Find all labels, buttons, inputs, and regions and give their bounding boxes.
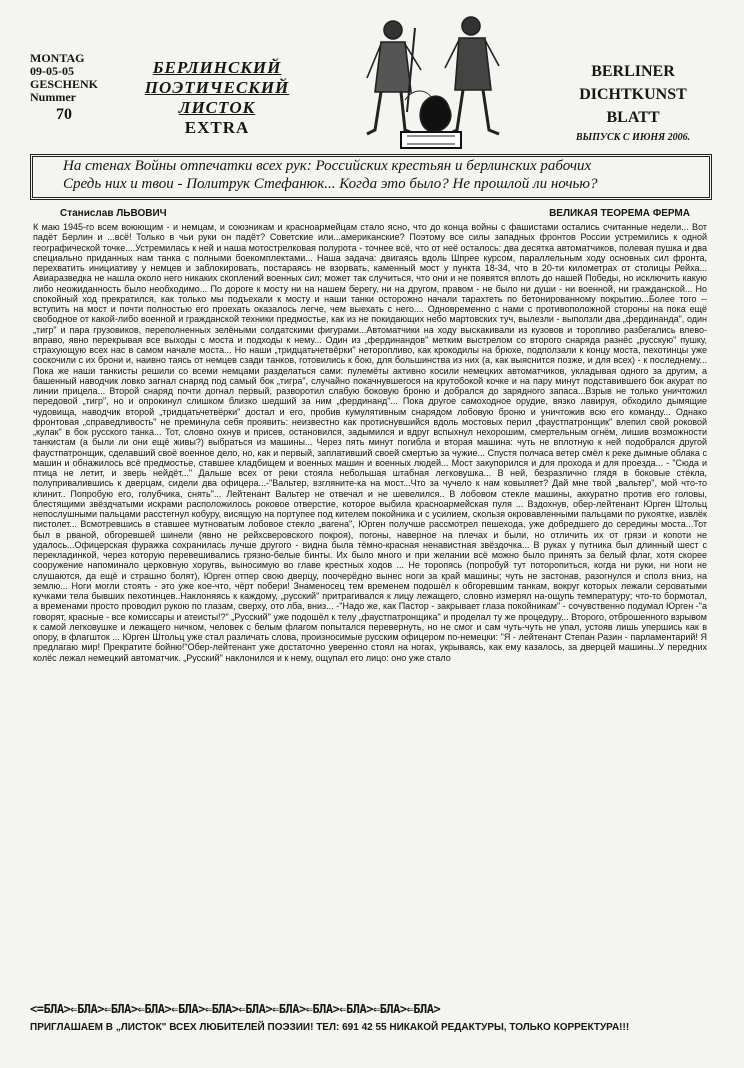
epigraph-banner (30, 154, 712, 200)
article-body (33, 222, 707, 960)
masthead-title-ru (122, 58, 312, 138)
issue-type: GESCHENK (30, 77, 99, 91)
title-de-line-3: BLATT (606, 109, 660, 126)
title-ru-line-3: ЛИСТОК (178, 98, 256, 117)
issue-date-block (30, 52, 98, 121)
article-header (60, 208, 710, 222)
article-title: ВЕЛИКАЯ ТЕОРЕМА ФЕРМА (549, 208, 690, 219)
article-body-text: К маю 1945-го всем воюющим - и немцам, и союзникам и красноармейцам стало ясно, что до конца войны с фашистами остались считанные недели... Вот падёт Берлин и ...всё! Только в чьи руки он падёт? Советские или...американские? Поэтому все силы западных фронтов России устремились к одной географической точке....Устремилась к ней и наша мотострелковая полурота - точнее всё, что от неё осталось: два десятка автоматчиков, полевая пушка и два специально приданных нам танка с полными боекомплектами... Наша задача: двигаясь вдоль Шпрее курсом, параллельным ходу основных сил фронта, перехватить инициативу у немцев и заблокировать, постараясь не взорвать, каменный мост у пункта 18-34, что в 20-ти километрах от столицы Рейха... Авиаразведка не нашла около него никаких скоплений военных сил; может так случиться, что они и не появятся вплоть до нашей Победы, но исключить какую либо неожиданность было необходимо... По дороге к мосту ни на нашем берегу, ни на другом, правом - не было ни души - ни военной, ни гражданской... Но спокойный ход прекратился, как только мы подъехали к мосту и наши танки осторожно начали тарахтеть по бетонированному покрытию...Более того -- вступить на мост и почти полностью его проехать оказалось легче, чем выехать с него.... Одновременно с нами с противоположной стороны на пока ещё свободное от какой-либо военной и гражданской техники предмостье, как из не покидающих небо мартовских туч, вылезли - выползли два „фердинанда", один „тигр" и пара грузовиков, переполненных зелёными солдатскими фигурами...Автоматчики на ходу выскакивали из кузовов и торопливо разбегались влево-вправо, явно перекрывая все выходы с моста и подходы к нему... Один из „фердинандов" метким выстрелом со второго снаряда разнёс „русскую" пушку, страхующую всех нас в самом начале моста... Но наши „тридцатьчетвёрки" неторопливо, как крокодилы на брюхе, подползали к концу моста, пехотинцы уже соскочили с их брони и, наивно таясь от немцев сзади танков, готовились к бою, для большинства из них (а, как выяснится позже, и для всех) - к последнему... Пока же наши танкисты решили со всеми немцами разделаться сами: пулемёты активно косили немецких автоматчиков, укладывая одного за другим, а башенный наводчик ловко загнал снаряд под самый бок „тигра", случайно покачнувшегося на крутобокой кочке и на пару минут подставившего бок акурат по линии прицела... Второй снаряд почти догнал первый, разворотил слабую боковую броню и добрался до зарядного запаса...Взрыв не только уничтожил передовой „тигр", но и опрокинул слишком близко шедший за ним „фердинанд"... Пока другое самоходное орудие, вязко лавируя, обходило дымящие чудовища, наводчик второй „тридцатьчетвёрки" достал и его, пробив кумулятивным снарядом лобовую броню и уничтожив всю его команду... Однако фронтовая „справедливость" не преминула себя проявить: неизвестно как протиснувшийся вдоль мостовых перил „фаустпатронщик" влепил свой роковой „кулак" в бок русского танка... Тот, словно охнув и присев, остановился, задымился и вдруг вспыхнул нехорошим, смертельным огнём, лишив возможности танкистам (а были ли они ещё живы?) выбраться из машины... Через пять минут погибла и вторая машина: чуть не вплотную к ней подобрался другой фаустпатронщик, сделавший своё военное дело, но, как и первый, заплативший своей смертью за чужие... Спустя полчаса ветер смёл к реке дымные облака с машин и обнажилось всё предмостье, ставшее кладбищем и военных машин и военных людей... Мост закупорился и для прохода и для проезда... - "Сюда и птица не летит, и зверь нейдёт..." Дальше всех от реки стояла небольшая штабная легковушка... В ней, безразлично глядя в боковые стёкла, полупривалившись к дверцам, сидели два офицера...-"Вальтер, взгляните-ка на мост...Что за чучело к нам ковыляет? Дай мне твой „вальтер", мой что-то клинит.. Попробую его, голубчика, снять"... Лейтенант Вальтер не отвечал и не шевелился.. В лобовом стекле машины, аккуратно против его головы, блестящими звёздчатыми искрами расположилось роковое отверстие, которое выбила красноармейская пуля ... Вздохнув, обер-лейтенант Юрген Штольц непослушными пальцами расстегнул кобуру, висящую на портупее под кителем покойника и с усилием, скользя окровавленными пальцами по рукоятке, извлёк пистолет... Всмотревшись в ставшее мутноватым лобовое стекло „вагена", Юрген получше рассмотрел пешехода, уже добредшего до середины моста...Тот был в рваной, обгоревшей шинели (явно не рейхсверовского покроя), погоны, наверное на плечах и были, но отличить их от грязи и копоти не удалось...Офицерская фуражка сохранилась лучше другого - видна была тёмно-красная ненавистная звёздочка... В руках у путника был длинный шест с перекладинкой, через которую перевешивались грязно-белые бинты. Их было много и при желании всё можно было принять за белый флаг, хотя скорее сооружение напоминало церковную хоругвь, выносимую во главе крестных ходов ... Не торопясь (попробуй тут поторопиться, когда ни руки, ни ноги не слушаются, да ещё и страшно болят), Юрген отпер свою дверцу, поочерёдно вынес ноги за край машины; чуть не застонав, разогнулся и сполз вниз, на землю... Ноги могли стоять - это уже кое-что, чёрт побери! Знаменосец тем временем подошёл к обгоревшим танкам, вокруг которых лежали сероватыми кучками тела бывших пехотинцев..Наклоняясь к каждому, „русский" притрагивался к лицу лежащего, словно измерял на-ощупь температуру; что-то бормотал, а временами просто проводил рукою по глазам, сверху, ото лба, вниз... -"Надо же, как Пастор - закрывает глаза покойникам" - сочувственно подумал Юрген -"а говорят, красные - все комиссары и атеисты!?" „Русский" уже подошёл к телу „фаустпатронщика" и проделал ту же процедуру... Второго, отброшенного взрывом к самой легковушке и лежащего ничком, человек с белым флагом попытался перевернуть, но не смог и сам чуть-чуть не упал, устояв лишь упершись как в опору, в флагшток ... Юрген Штольц уже стал различать слова, произносимые русским офицером по-немецки: "Я - лейтенант Степан Разин - парламентарий! Я предлагаю мир! Прекратите бойню!"Обер-лейтенант уже достаточно уверенно стоял на ногах, укрываясь, как ему казалось, за дверцей машины..У передних колёс лежал немецкий автоматчик. „Русский" наклонился и к нему, ощупал его лицо: оно уже стало (33, 222, 707, 663)
soldiers-illustration (345, 8, 515, 156)
issue-date: 09-05-05 (30, 64, 74, 78)
footer-invitation: ПРИГЛАШАЕМ В „ЛИСТОК" ВСЕХ ЛЮБИТЕЛЕЙ ПОЭЗИИ! ТЕЛ: 691 42 55 НИКАКОЙ РЕДАКТУРЫ, ТОЛЬКО КОРРЕКТУРА!!! (30, 1022, 630, 1033)
epigraph-line-1: На стенах Войны отпечатки всех рук: Российских крестьян и берлинских рабочих (63, 158, 592, 174)
issue-day: MONTAG (30, 51, 85, 65)
issue-since: ВЫПУСК С ИЮНЯ 2006. (575, 132, 691, 143)
extra-label: EXTRA (184, 118, 250, 137)
issue-number-label: Nummer (30, 90, 76, 104)
issue-number: 70 (56, 106, 72, 123)
title-de-line-1: BERLINER (591, 63, 675, 80)
title-ru-line-1: БЕРЛИНСКИЙ (152, 58, 282, 77)
article-author: Станислав ЛЬВОВИЧ (60, 208, 167, 219)
title-de-line-2: DICHTKUNST (579, 86, 687, 103)
masthead-title-de (558, 60, 708, 147)
title-ru-line-2: ПОЭТИЧЕСКИЙ (144, 78, 290, 97)
ornament-border: <=БЛА>⇐БЛА>⇐БЛА>⇐БЛА>⇐БЛА>⇐БЛА>⇐БЛА>⇐БЛА>⇐БЛА>⇐БЛА>⇐БЛА>⇐БЛА> (30, 1002, 441, 1016)
epigraph-line-2: Средь них и твои - Политрук Стефанюк... Когда это было? Не прошлой ли ночью? (63, 176, 598, 192)
